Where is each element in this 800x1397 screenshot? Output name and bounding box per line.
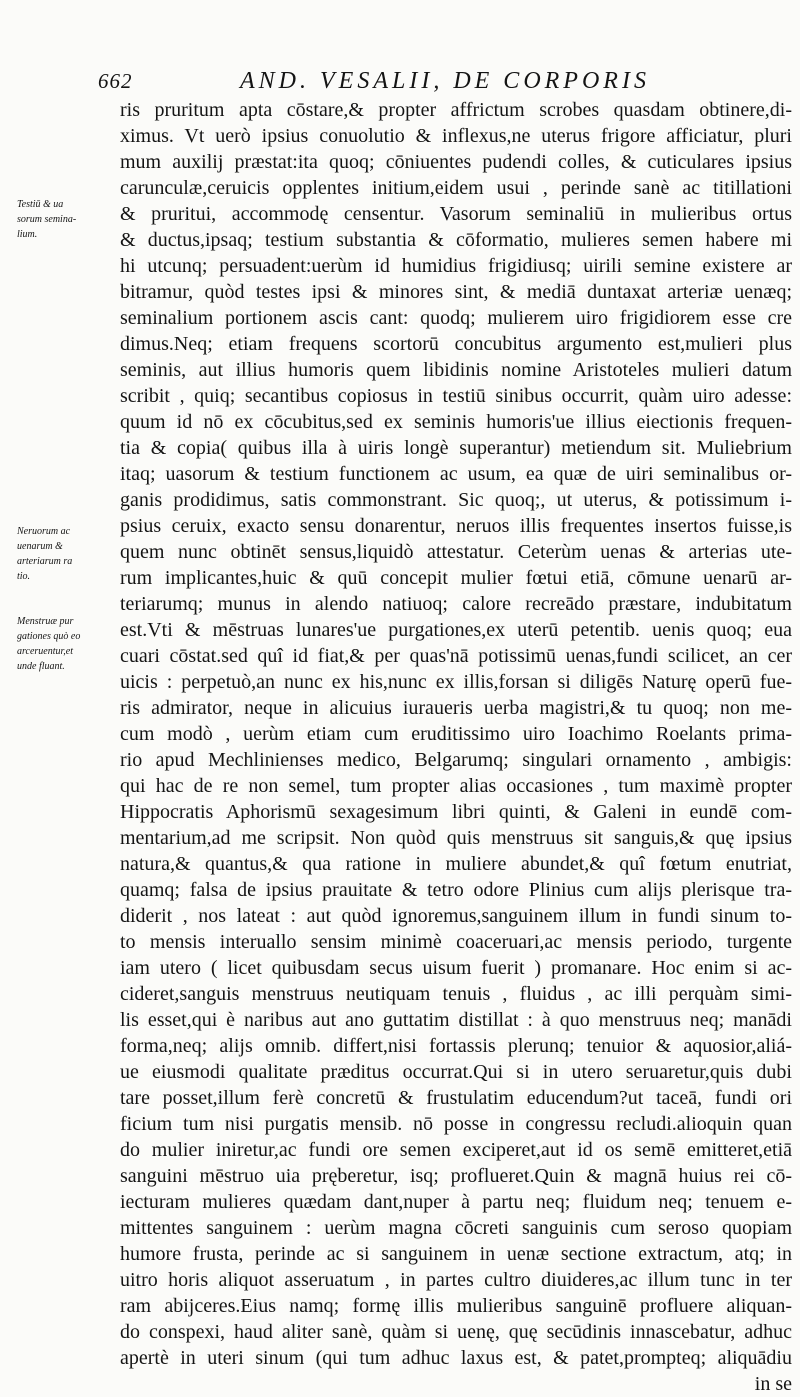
text-line: mittentes sanguinem : uerùm magna cōcreti sanguinis cum seroso quopiam	[120, 1217, 792, 1239]
text-line: seminis, aut illius humoris quem libidinis nomine Aristoteles mulieri datum	[120, 359, 792, 381]
page-number: 662	[98, 69, 133, 93]
text-line: cideret,sanguis menstruus neutiquam tenuis , fluidus , ac illi perquàm simi-	[120, 983, 792, 1005]
text-line: scribit , quiq; secantibus copiosus in testiū sinibus occurrit, quàm uiro adesse:	[120, 385, 792, 407]
text-line: psius ceruix, exacto sensu donarentur, neruos illis frequentes insertos fuisse,is	[120, 515, 792, 537]
text-line: tare posset,illum ferè concretū & frustulatim educendum?ut taceā, fundi ori	[120, 1087, 792, 1109]
text-line: quum id nō ex cōcubitus,sed ex seminis humoris'ue illius eiectionis frequen-	[120, 411, 792, 433]
margin-note-line: lium.	[17, 229, 38, 240]
text-line: teriarumq; munus in alendo natiuoq; calore recreādo præstare, indubitatum	[120, 593, 792, 615]
text-line: tia & copia( quibus illa à uiris longè superantur) metiendum sit. Muliebrium	[120, 437, 792, 459]
text-line: do conspexi, haud aliter sanè, quàm si uenę, quę secūdinis innascebatur, adhuc	[120, 1321, 792, 1343]
margin-note-line: gationes quò eo	[17, 631, 81, 642]
margin-note-line: Menstruæ pur	[17, 616, 74, 627]
text-line: cuari cōstat.sed quî id fiat,& per quas'nā potissimū uenas,fundi scilicet, an cer	[120, 645, 792, 667]
text-line: mum auxilij præstat:ita quoq; cōniuentes pudendi colles, & cuticulares ipsius	[120, 151, 792, 173]
body-text	[120, 97, 792, 1397]
text-line: ris pruritum apta cōstare,& propter affrictum scrobes quasdam obtinere,di-	[120, 99, 792, 121]
text-line: rio apud Mechlinienses medico, Belgarumq; singulari ornamento , ambigis:	[120, 749, 792, 771]
text-line: bitramur, quòd testes ipsi & minores sint, & mediā duntaxat arteriæ uenæq;	[120, 281, 792, 303]
text-line: iam utero ( licet quibusdam secus uisum fuerit ) promanare. Hoc enim si ac-	[120, 957, 792, 979]
margin-notes	[0, 0, 124, 1365]
margin-note-line: arceruentur,et	[17, 646, 74, 657]
text-line: ris admirator, neque in alicuius iuraueris uerba magistri,& tu quoq; non me-	[120, 697, 792, 719]
text-line: lis esset,qui è naribus aut ano guttatim distillat : à quo menstruus neq; manādi	[120, 1009, 792, 1031]
text-line: ximus. Vt uerò ipsius conuolutio & inflexus,ne uterus frigore afficiatur, pluri	[120, 125, 792, 147]
text-line: ganis prodidimus, satis commonstrant. Sic quoq;, ut uterus, & potissimum i-	[120, 489, 792, 511]
text-line: do mulier iniretur,ac fundi ore semen exciperet,aut id os semē emitteret,etiā	[120, 1139, 792, 1161]
text-line: dimus.Neq; etiam frequens scortorū concubitus argumento est,mulieri plus	[120, 333, 792, 355]
text-line: in se	[754, 1373, 792, 1395]
text-line: iecturam mulieres quædam dant,nuper à partu neq; fluidum neq; tenuem e-	[120, 1191, 792, 1213]
text-line: apertè in uteri sinum (qui tum adhuc laxus est, & patet,prompteq; aliquādiu	[120, 1347, 792, 1369]
margin-note-line: tio.	[17, 571, 31, 582]
margin-note	[17, 614, 117, 674]
text-line: Hippocratis Aphorismū sexagesimum libri quinti, & Galeni in eundē com-	[120, 801, 792, 823]
text-line: ram abijceres.Eius namq; formę illis mulieribus sanguinē profluere aliquan-	[120, 1295, 792, 1317]
text-line: & pruritui, accommodę censentur. Vasorum seminaliū in mulieribus ortus	[120, 203, 792, 225]
text-line: seminalium portionem ascis cant: quodq; mulierem uiro frigidiorem esse cre	[120, 307, 792, 329]
text-line: humore frusta, perinde ac si sanguinem in uenæ sectione extractum, atq; in	[120, 1243, 792, 1265]
text-line: to mensis interuallo sensim minimè coaceruari,ac mensis periodo, turgente	[120, 931, 792, 953]
text-line: qui hac de re non semel, tum propter alias occasiones , tum maximè propter	[120, 775, 792, 797]
margin-note-line: uenarum &	[17, 541, 63, 552]
text-line: quamq; falsa de ipsius prauitate & tetro odore Plinius cum alijs plerisque tra-	[120, 879, 792, 901]
text-line: uicis : perpetuò,an nunc ex his,nunc ex illis,forsan si diligēs Naturę operū fue-	[120, 671, 792, 693]
margin-note-line: Testiū & ua	[17, 199, 64, 210]
margin-note	[17, 524, 117, 584]
margin-note-line: unde fluant.	[17, 661, 65, 672]
margin-note-line: Neruorum ac	[17, 526, 71, 537]
text-line: & ductus,ipsaq; testium substantia & cōformatio, mulieres semen habere mi	[120, 229, 792, 251]
text-line: ficium tum nisi purgatis mensib. nō posse in congressu recludi.alioquin quan	[120, 1113, 792, 1135]
text-line: mentarium,ad me scripsit. Non quòd quis menstruus sit sanguis,& quę ipsius	[120, 827, 792, 849]
margin-note-line: sorum semina-	[17, 214, 77, 225]
text-line: rum implicantes,huic & quū concepit mulier fœtui etiā, cōmune uenarū ar-	[120, 567, 792, 589]
text-line: itaq; uasorum & testium functionem ac usum, ea quæ de uiri seminalibus or-	[120, 463, 792, 485]
text-line: diderit , nos lateat : aut quòd ignoremus,sanguinem illum in fundi sinum to-	[120, 905, 792, 927]
text-line: est.Vti & mēstruas lunares'ue purgationes,ex uterū petentib. uenis quoq; eua	[120, 619, 792, 641]
margin-note	[17, 197, 117, 242]
running-head: AND. VESALII, DE CORPORIS	[240, 68, 650, 94]
text-line: hi utcunq; persuadent:uerùm id humidius frigidiusq; uirili semine existere ar	[120, 255, 792, 277]
text-line: forma,neq; alijs omnib. differt,nisi fortassis plerunq; tenuior & aquosior,aliá-	[120, 1035, 792, 1057]
text-line: cum modò , uerùm etiam cum eruditissimo uiro Ioachimo Roelants prima-	[120, 723, 792, 745]
text-line: ue eiusmodi qualitate præditus occurrat.Qui si in utero seruaretur,quis dubi	[120, 1061, 792, 1083]
text-line: uitro horis aliquot asseruatum , in partes cultro diuideres,ac illum tunc in ter	[120, 1269, 792, 1291]
text-line: carunculæ,ceruicis opplentes initium,eidem usui , perinde sanè ac titillationi	[120, 177, 792, 199]
text-line: quem nunc obtinēt sensus,liquidò attestatur. Ceterùm uenas & arterias ute-	[120, 541, 792, 563]
margin-note-line: arteriarum ra	[17, 556, 73, 567]
text-line: sanguini mēstruo uia pręberetur, isq; proflueret.Quin & magnā huius rei cō-	[120, 1165, 792, 1187]
text-line: natura,& quantus,& qua ratione in muliere abundet,& quî fœtum enutriat,	[120, 853, 792, 875]
